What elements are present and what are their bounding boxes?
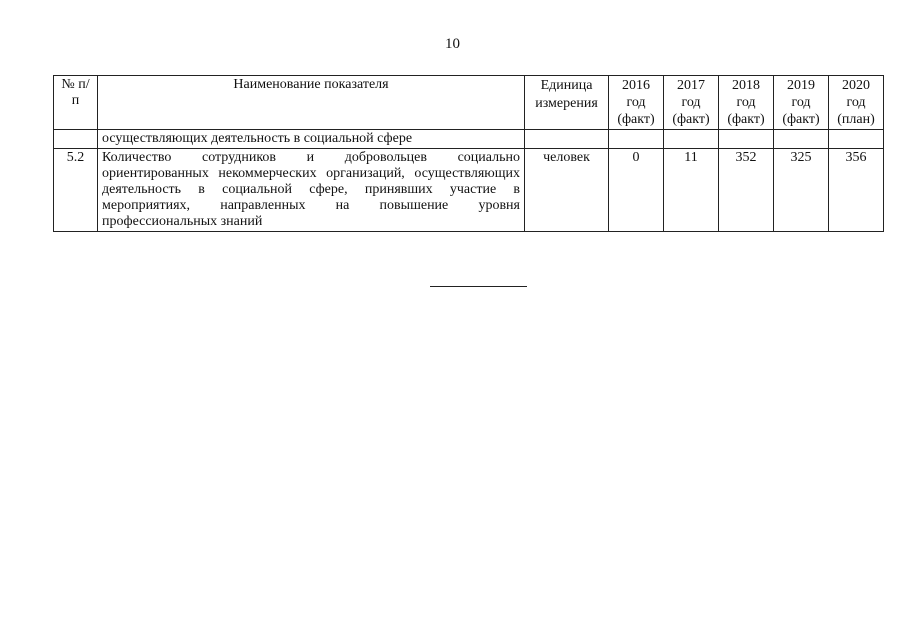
header-year-value: 2017 (677, 78, 705, 93)
header-year-word: год (846, 95, 866, 110)
cell-indicator-name: осуществляющих деятельность в социальной сфере (98, 130, 525, 149)
table-header-row (54, 76, 884, 130)
header-year-type: (факт) (617, 112, 655, 127)
table-row-5-2 (54, 149, 884, 232)
header-unit: Единица измерения (525, 76, 609, 130)
header-year-type: (план) (837, 112, 875, 127)
header-year-word: год (681, 95, 701, 110)
cell-value-2017 (664, 130, 719, 149)
header-year-word: год (791, 95, 811, 110)
header-year-word: год (736, 95, 756, 110)
header-year-value: 2016 (622, 78, 650, 93)
header-year-value: 2020 (842, 78, 870, 93)
header-year-type: (факт) (727, 112, 765, 127)
cell-unit: человек (525, 149, 609, 232)
cell-value-2020 (829, 130, 884, 149)
page-number: 10 (445, 36, 460, 52)
header-indicator-name: Наименование показателя (98, 76, 525, 130)
header-year-2020 (829, 76, 884, 130)
header-year-2016 (609, 76, 664, 130)
cell-indicator-name: Количество сотрудников и добровольцев социально ориентированных некоммерческих организаций, осуществляющих деятельность в социальной сфере, принявших участие в мероприятиях, направленных на повышение уровня профессиональных знаний (98, 149, 525, 232)
header-year-type: (факт) (672, 112, 710, 127)
cell-value-2018: 352 (719, 149, 774, 232)
cell-unit (525, 130, 609, 149)
cell-value-2016: 0 (609, 149, 664, 232)
cell-value-2018 (719, 130, 774, 149)
indicator-table (53, 75, 884, 232)
header-year-type: (факт) (782, 112, 820, 127)
header-year-2018 (719, 76, 774, 130)
header-year-2017 (664, 76, 719, 130)
cell-value-2019: 325 (774, 149, 829, 232)
header-number: № п/п (54, 76, 98, 130)
header-year-value: 2018 (732, 78, 760, 93)
header-year-value: 2019 (787, 78, 815, 93)
cell-value-2019 (774, 130, 829, 149)
header-year-word: год (626, 95, 646, 110)
cell-value-2020: 356 (829, 149, 884, 232)
end-divider-line (430, 286, 527, 287)
cell-value-2017: 11 (664, 149, 719, 232)
header-year-2019 (774, 76, 829, 130)
cell-number: 5.2 (54, 149, 98, 232)
cell-value-2016 (609, 130, 664, 149)
cell-number (54, 130, 98, 149)
table-row-continuation (54, 130, 884, 149)
